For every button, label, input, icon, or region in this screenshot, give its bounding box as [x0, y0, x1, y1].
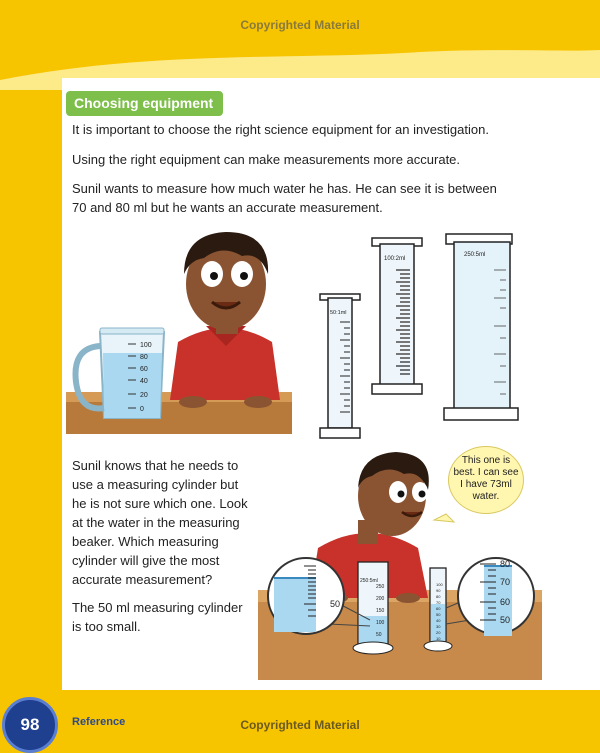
zoom-right-60: 60: [500, 597, 511, 607]
cylinder-100-label: 100:2ml: [384, 256, 406, 262]
sunil-jug-illustration: [66, 222, 292, 434]
scene-cyl-large-title: 250:5ml: [360, 578, 378, 584]
scene-cyl-small-10: 10: [436, 636, 441, 641]
scene-cyl-small-50: 50: [436, 612, 441, 617]
scene-cyl-small-30: 30: [436, 624, 441, 629]
scene-cyl-small-80: 80: [436, 594, 441, 599]
footer-section-label: Reference: [72, 716, 126, 728]
page-number-badge: 98: [2, 697, 58, 753]
jug-label-40: 40: [140, 378, 148, 385]
paragraph-2: Using the right equipment can make measurements more accurate.: [72, 152, 461, 167]
paragraph-3a: Sunil wants to measure how much water he has. He can see it is between: [72, 181, 497, 196]
measuring-cylinders: [318, 232, 528, 444]
zoom-right-80: 80: [500, 559, 511, 569]
scene-cyl-small-40: 40: [436, 618, 441, 623]
jug-label-100: 100: [140, 342, 152, 349]
cylinder-250-label: 250:5ml: [464, 252, 486, 258]
paragraph-4: Sunil knows that he needs to use a measuring cylinder but he is not sure which one. Look at the water in the measuring beaker. Which measuring cylinder will give the most accurate measurement?: [72, 458, 248, 587]
cylinder-100ml: [372, 238, 422, 394]
scene-cyl-large-200: 200: [376, 596, 385, 602]
paragraph-3b: 70 and 80 ml but he wants an accurate measurement.: [72, 200, 383, 215]
zoom-right-50: 50: [500, 615, 511, 625]
cylinder-50ml: [320, 294, 360, 438]
paragraph-5: The 50 ml measuring cylinder is too small.: [72, 600, 243, 634]
scene-cyl-small-20: 20: [436, 630, 441, 635]
scene-cyl-small-100: 100: [436, 582, 443, 587]
jug-label-0: 0: [140, 406, 144, 413]
speech-bubble: This one is best. I can see I have 73ml water.: [448, 446, 524, 514]
scene-cyl-large-50: 50: [376, 632, 382, 638]
scene-cyl-small-90: 90: [436, 588, 441, 593]
copyright-bottom: Copyrighted Material: [240, 718, 360, 732]
scene-cyl-large-250: 250: [376, 584, 385, 590]
scene-cyl-small-70: 70: [436, 600, 441, 605]
jug-label-20: 20: [140, 392, 148, 399]
copyright-top: Copyrighted Material: [240, 18, 360, 32]
scene-cyl-small-60: 60: [436, 606, 441, 611]
section-heading: Choosing equipment: [66, 91, 223, 116]
cylinder-250ml: [444, 234, 518, 420]
scene-cyl-large-100: 100: [376, 620, 385, 626]
zoom-right-70: 70: [500, 577, 511, 587]
jug-label-60: 60: [140, 366, 148, 373]
cylinder-50-label: 50:1ml: [330, 310, 347, 316]
paragraph-1: It is important to choose the right science equipment for an investigation.: [72, 122, 489, 137]
scene-cyl-large-150: 150: [376, 608, 385, 614]
zoom-left-label: 50: [330, 599, 341, 609]
jug-label-80: 80: [140, 354, 148, 361]
